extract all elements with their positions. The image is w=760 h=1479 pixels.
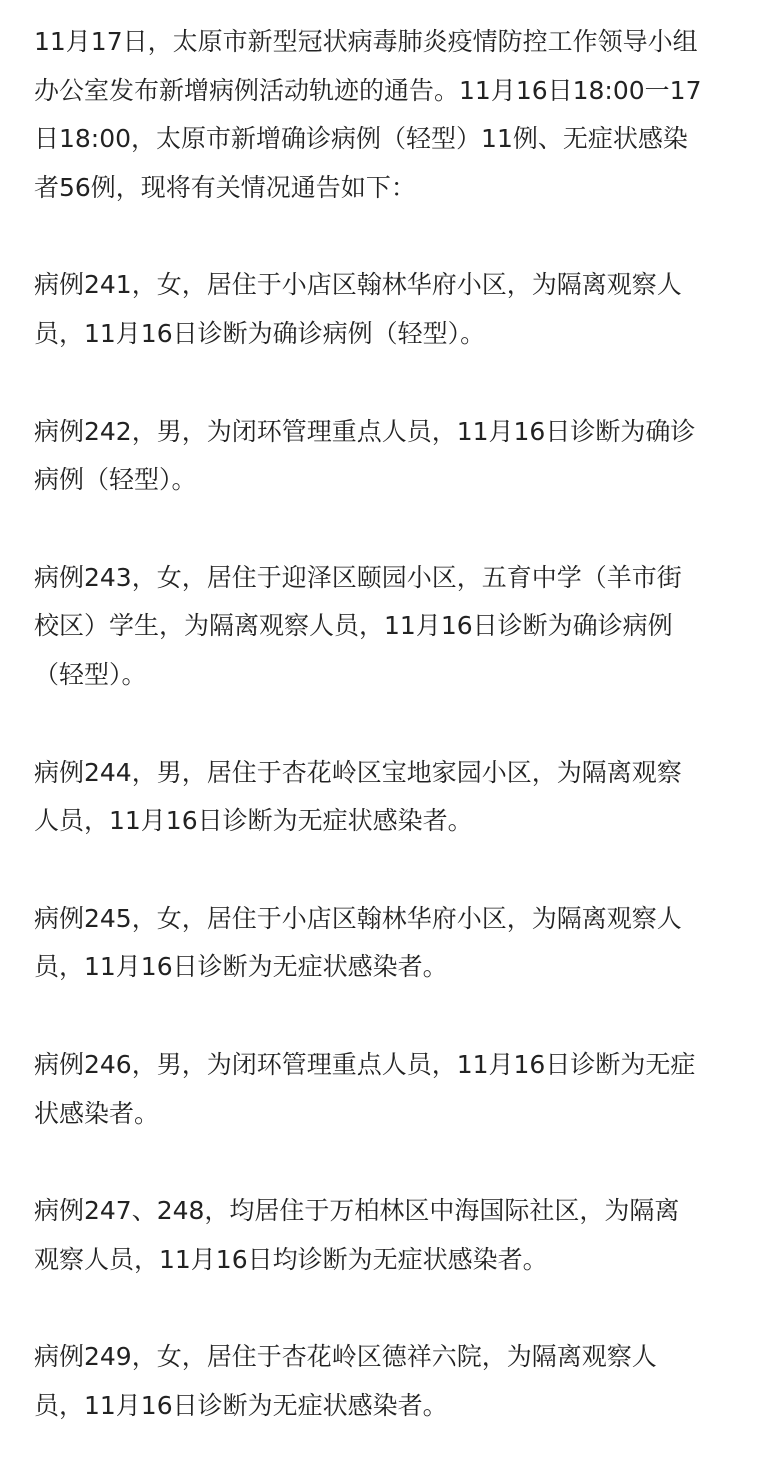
case-247-248-paragraph [34, 1187, 740, 1284]
intro-paragraph [34, 18, 740, 212]
case-249-paragraph [34, 1333, 740, 1430]
case-line: 员，11月16日诊断为无症状感染者。 [34, 1390, 448, 1420]
case-line: 员，11月16日诊断为确诊病例（轻型）。 [34, 318, 486, 348]
case-line: 病例246，男，为闭环管理重点人员，11月16日诊断为无症 [34, 1049, 696, 1079]
case-line: （轻型）。 [34, 659, 147, 689]
case-line: 病例243，女，居住于迎泽区颐园小区，五育中学（羊市街 [34, 562, 682, 592]
case-line: 病例242，男，为闭环管理重点人员，11月16日诊断为确诊 [34, 416, 696, 446]
case-line: 病例249，女，居住于杏花岭区德祥六院，为隔离观察人 [34, 1342, 657, 1372]
case-line: 病例247、248，均居住于万柏林区中海国际社区，为隔离 [34, 1196, 680, 1226]
case-245-paragraph [34, 895, 740, 992]
case-242-paragraph [34, 408, 740, 505]
case-line: 员，11月16日诊断为无症状感染者。 [34, 952, 448, 982]
article-body [34, 18, 740, 1479]
intro-line: 者56例，现将有关情况通告如下： [34, 172, 416, 202]
case-line: 观察人员，11月16日均诊断为无症状感染者。 [34, 1244, 548, 1274]
case-line: 病例241，女，居住于小店区翰林华府小区，为隔离观察人 [34, 270, 682, 300]
case-243-paragraph [34, 554, 740, 700]
case-line: 病例245，女，居住于小店区翰林华府小区，为隔离观察人 [34, 903, 682, 933]
intro-line: 办公室发布新增病例活动轨迹的通告。11月16日18:00一17 [34, 75, 702, 105]
case-246-paragraph [34, 1041, 740, 1138]
case-241-paragraph [34, 261, 740, 358]
case-line: 病例244，男，居住于杏花岭区宝地家园小区，为隔离观察 [34, 757, 682, 787]
case-line: 状感染者。 [34, 1098, 160, 1128]
case-line: 校区）学生，为隔离观察人员，11月16日诊断为确诊病例 [34, 611, 673, 641]
case-244-paragraph [34, 749, 740, 846]
case-line: 人员，11月16日诊断为无症状感染者。 [34, 806, 473, 836]
intro-line: 11月17日，太原市新型冠状病毒肺炎疫情防控工作领导小组 [34, 27, 698, 56]
intro-line: 日18:00，太原市新增确诊病例（轻型）11例、无症状感染 [34, 124, 688, 154]
case-line: 病例（轻型）。 [34, 465, 197, 495]
